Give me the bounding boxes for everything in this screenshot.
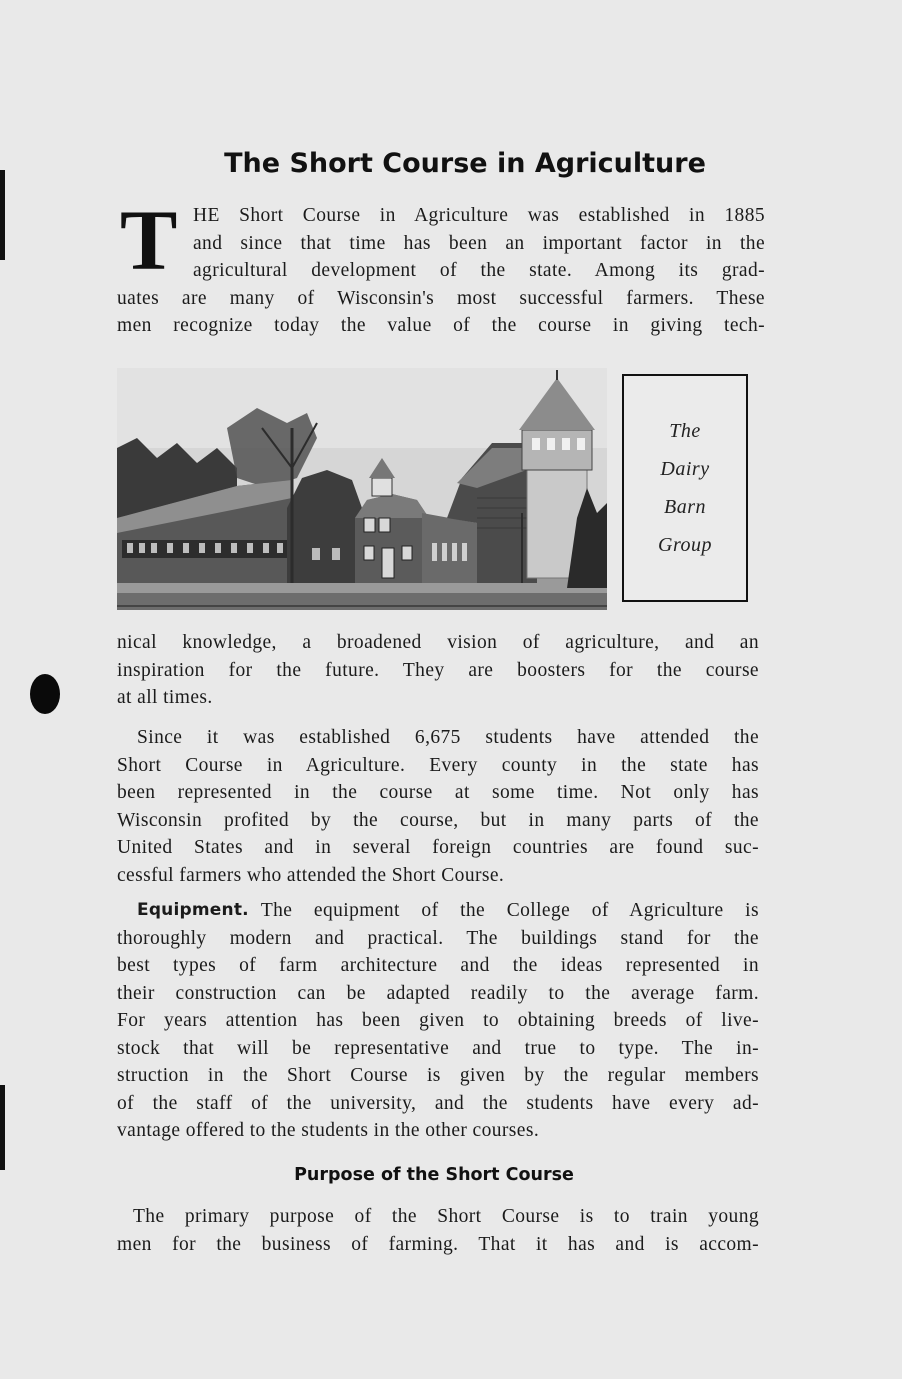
body-line: Since it was established 6,675 students have attended the	[137, 727, 759, 748]
body-line: best types of farm architecture and the ideas represented in	[117, 955, 759, 976]
page-title: The Short Course in Agriculture	[224, 148, 706, 179]
dairy-barn-photo	[117, 368, 607, 610]
purpose-paragraph	[117, 1203, 759, 1258]
body-line: stock that will be representative and true to type. The in-	[117, 1037, 759, 1059]
intro-line: HE Short Course in Agriculture was established in 1885	[193, 205, 765, 226]
body-line: vantage offered to the students in the other courses.	[117, 1120, 540, 1141]
binding-mark-top	[0, 170, 5, 260]
body-line: United States and in several foreign countries are found suc-	[117, 837, 759, 858]
punch-hole	[30, 674, 60, 714]
caption-line: The	[669, 420, 701, 442]
barn-illustration	[117, 368, 607, 610]
body-line: struction in the Short Course is given by the regular members	[117, 1065, 759, 1086]
body-line: been represented in the course at some time. Not only has	[117, 782, 759, 803]
body-line: inspiration for the future. They are boosters for the course	[117, 659, 759, 681]
body-line: Short Course in Agriculture. Every county in the state has	[117, 754, 759, 776]
body-line: nical knowledge, a broadened vision of agriculture, and an	[117, 632, 759, 653]
caption-line: Dairy	[660, 458, 710, 480]
intro-line: agricultural development of the state. Among its grad-	[193, 260, 765, 281]
section-heading: Purpose of the Short Course	[294, 1165, 574, 1185]
caption-line: Group	[658, 534, 712, 556]
intro-line: uates are many of Wisconsin's most successful farmers. These	[117, 287, 765, 309]
equipment-first-line	[117, 897, 759, 925]
body-line: of the staff of the university, and the students have every ad-	[117, 1092, 759, 1114]
intro-line: men recognize today the value of the course in giving tech-	[117, 315, 765, 336]
body-line: men for the business of farming. That it has and is accom-	[117, 1233, 759, 1255]
body-line: cessful farmers who attended the Short Course.	[117, 864, 505, 886]
photo-caption-box	[622, 374, 748, 602]
drop-cap: T	[120, 192, 178, 288]
body-line: thoroughly modern and practical. The buildings stand for the	[117, 927, 759, 949]
body-line: Wisconsin profited by the course, but in many parts of the	[117, 809, 759, 831]
body-line: their construction can be adapted readily to the average farm.	[117, 982, 759, 1004]
body-line: at all times.	[117, 687, 213, 708]
body-line: For years attention has been given to obtaining breeds of live-	[117, 1010, 759, 1031]
equipment-paragraph	[117, 897, 759, 1145]
continuation-paragraph	[117, 629, 759, 712]
body-line: The equipment of the College of Agriculture is	[260, 900, 759, 921]
students-paragraph	[117, 724, 759, 889]
figure	[117, 368, 757, 613]
caption-line: Barn	[664, 496, 706, 518]
intro-paragraph	[117, 192, 765, 340]
equipment-heading: Equipment.	[137, 900, 249, 920]
body-line: The primary purpose of the Short Course is to train young	[133, 1206, 759, 1227]
binding-mark-bottom	[0, 1085, 5, 1170]
intro-line: and since that time has been an important factor in the	[193, 232, 765, 254]
